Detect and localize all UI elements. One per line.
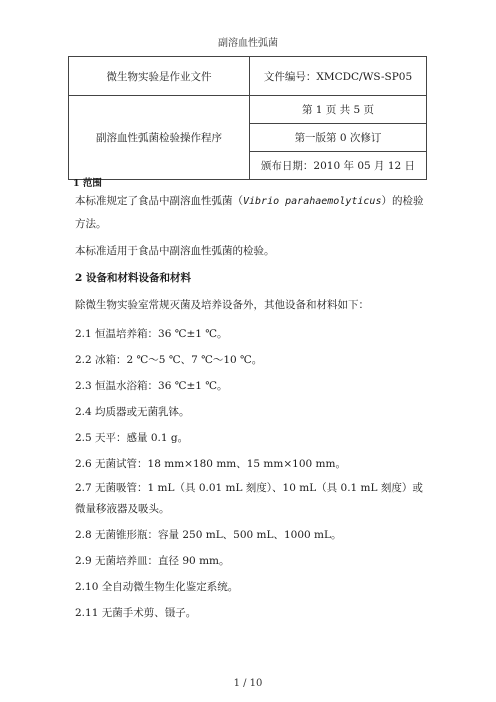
applicability-paragraph: 本标准适用于食品中副溶血性弧菌的检验。 [75, 245, 275, 257]
revision-info: 第一版第 0 次修订 [250, 124, 427, 152]
procedure-title: 副溶血性弧菌检验操作程序 [69, 96, 250, 180]
document-body [75, 178, 427, 622]
list-item: 2.9 无菌培养皿：直径 90 mm。 [75, 555, 230, 567]
list-item: 2.10 全自动微生物生化鉴定系统。 [75, 581, 239, 593]
document-category: 微生物实验是作业文件 [69, 57, 250, 96]
list-item: 2.2 冰箱：2 ℃～5 ℃、7 ℃～10 ℃。 [75, 354, 263, 366]
page-count: 第 1 页 共 5 页 [250, 96, 427, 124]
list-item: 2.1 恒温培养箱：36 ℃±1 ℃。 [75, 328, 228, 340]
page-indicator: 1 / 10 [233, 678, 263, 689]
list-item: 2.6 无菌试管：18 mm×180 mm、15 mm×100 mm。 [75, 458, 346, 470]
list-item: 2.7 无菌吸管：1 mL（具 0.01 mL 刻度）、10 mL（具 0.1 mL 刻度）或微量移液器及吸头。 [75, 482, 423, 515]
issue-date: 颁布日期：2010 年 05 月 12 日 [250, 152, 427, 180]
list-item: 2.3 恒温水浴箱：36 ℃±1 ℃。 [75, 380, 228, 392]
section-2-heading: 2 设备和材料设备和材料 [75, 272, 191, 284]
scope-paragraph: 本标准规定了食品中副溶血性弧菌（Vibrio parahaemolyticus）的检验方法。 [75, 195, 424, 230]
document-info-table [68, 56, 427, 180]
list-item: 2.8 无菌锥形瓶：容量 250 mL、500 mL、1000 mL。 [75, 529, 342, 541]
section-1-heading: 1 范围 [73, 178, 102, 189]
list-item: 2.4 均质器或无菌乳钵。 [75, 406, 190, 418]
list-item: 2.11 无菌手术剪、镊子。 [75, 607, 197, 619]
document-number: 文件编号：XMCDC/WS-SP05 [250, 57, 427, 96]
species-name: Vibrio parahaemolyticus [243, 196, 382, 207]
list-item: 2.5 天平：感量 0.1 g。 [75, 432, 189, 444]
equipment-intro: 除微生物实验室常规灭菌及培养设备外，其他设备和材料如下： [75, 299, 369, 311]
page-header: 副溶血性弧菌 [218, 38, 278, 49]
